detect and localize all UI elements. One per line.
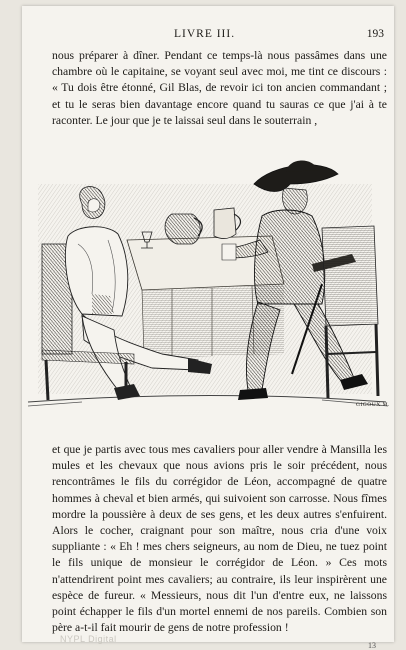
artist-signature: GIGOUX M. [356,402,390,408]
page-number: 193 [366,28,384,40]
book-page [22,6,394,642]
engraving-two-cavaliers-at-table-icon [22,144,394,434]
text-block-bottom [52,442,387,636]
page-header [22,28,394,44]
running-head: LIVRE III. [174,28,236,40]
paragraph-bottom: et que je partis avec tous mes cavaliers pour aller vendre à Mansilla les mules et les chevaux que nous avions pris le soir précédent, nous rencontrâmes le fils du corrégidor de Léon, accompagné de quatre hommes à cheval et bien armés, qui suivoient son carrosse. Nous fîmes mordre la poussière à deux de ses gens, et les deux autres s'enfuirent. Alors le cocher, craignant pour son maître, nous cria d'une voix suppliante : « Eh ! mes chers seigneurs, au nom de Dieu, ne tuez point le fils unique de monsieur le corrégidor de Léon. » Ces mots n'attendrirent point mes cavaliers; au contraire, ils leur inspirèrent une espèce de fureur. « Messieurs, nous dit l'un d'entre eux, ne laissons point échapper le fils d'un mortel ennemi de nos pareils. Combien son père a-t-il fait mourir de gens de notre profession ! [52,443,387,635]
next-page-number: 13 [368,641,376,650]
text-block-top [52,48,387,129]
watermark: NYPL Digital [60,634,117,644]
paragraph-top: nous préparer à dîner. Pendant ce temps-là nous passâmes dans une chambre où le capitaine, se voyant seul avec moi, me tint ce discours : « Tu dois être étonné, Gil Blas, de revoir ici ton ancien commandant ; et tu le seras bien davantage encore quand tu sauras ce que j'ai à te raconter. Le jour que je te laissai seul dans le souterrain , [52,49,387,127]
